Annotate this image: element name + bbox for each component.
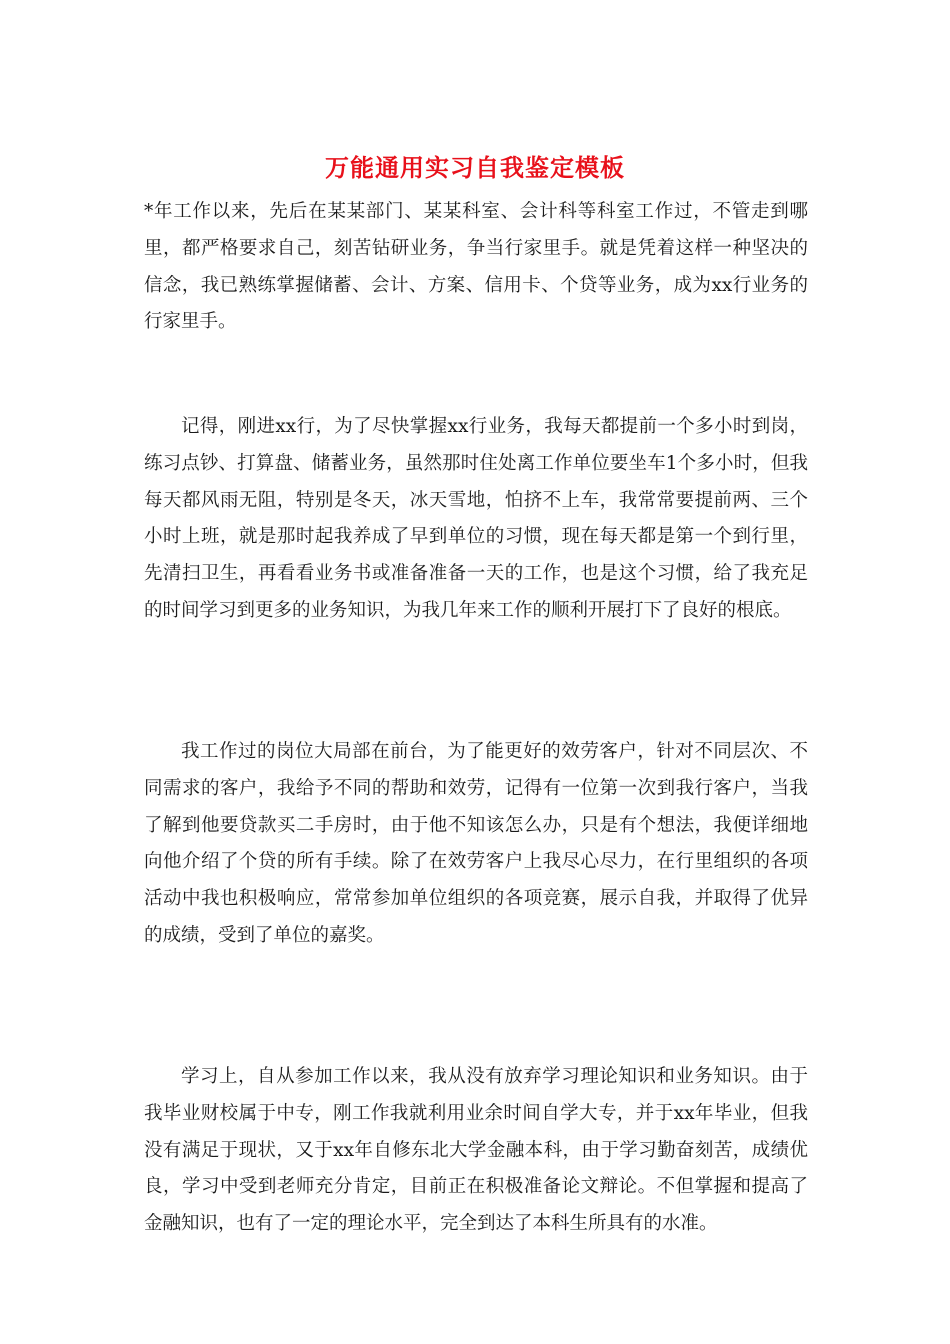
document-title: 万能通用实习自我鉴定模板	[325, 153, 625, 182]
paragraph-4: 学习上，自从参加工作以来，我从没有放弃学习理论知识和业务知识。由于我毕业财校属于中专，刚工作我就利用业余时间自学大专，并于xx年毕业，但我没有满足于现状，又于xx年自修东北大学金融本科，由于学习勤奋刻苦，成绩优良，学习中受到老师充分肯定，目前正在积极准备论文辩论。不但掌握和提高了金融知识，也有了一定的理论水平，完全到达了本科生所具有的水准。	[144, 1066, 808, 1235]
paragraph-2: 记得，刚进xx行，为了尽快掌握xx行业务，我每天都提前一个多小时到岗，练习点钞、打算盘、储蓄业务，虽然那时住处离工作单位要坐车1个多小时，但我每天都风雨无阻，特别是冬天，冰天雪地，怕挤不上车，我常常要提前两、三个小时上班，就是那时起我养成了早到单位的习惯，现在每天都是第一个到行里，先清扫卫生，再看看业务书或准备准备一天的工作，也是这个习惯，给了我充足的时间学习到更多的业务知识，为我几年来工作的顺利开展打下了良好的根底。	[144, 416, 808, 621]
paragraph-1: *年工作以来，先后在某某部门、某某科室、会计科等科室工作过，不管走到哪里，都严格要求自己，刻苦钻研业务，争当行家里手。就是凭着这样一种坚决的信念，我已熟练掌握储蓄、会计、方案、信用卡、个贷等业务，成为xx行业务的行家里手。	[144, 201, 808, 333]
paragraph-3: 我工作过的岗位大局部在前台，为了能更好的效劳客户，针对不同层次、不同需求的客户，我给予不同的帮助和效劳，记得有一位第一次到我行客户，当我了解到他要贷款买二手房时，由于他不知该怎么办，只是有个想法，我便详细地向他介绍了个贷的所有手续。除了在效劳客户上我尽心尽力，在行里组织的各项活动中我也积极响应，常常参加单位组织的各项竞赛，展示自我，并取得了优异的成绩，受到了单位的嘉奖。	[144, 741, 808, 946]
